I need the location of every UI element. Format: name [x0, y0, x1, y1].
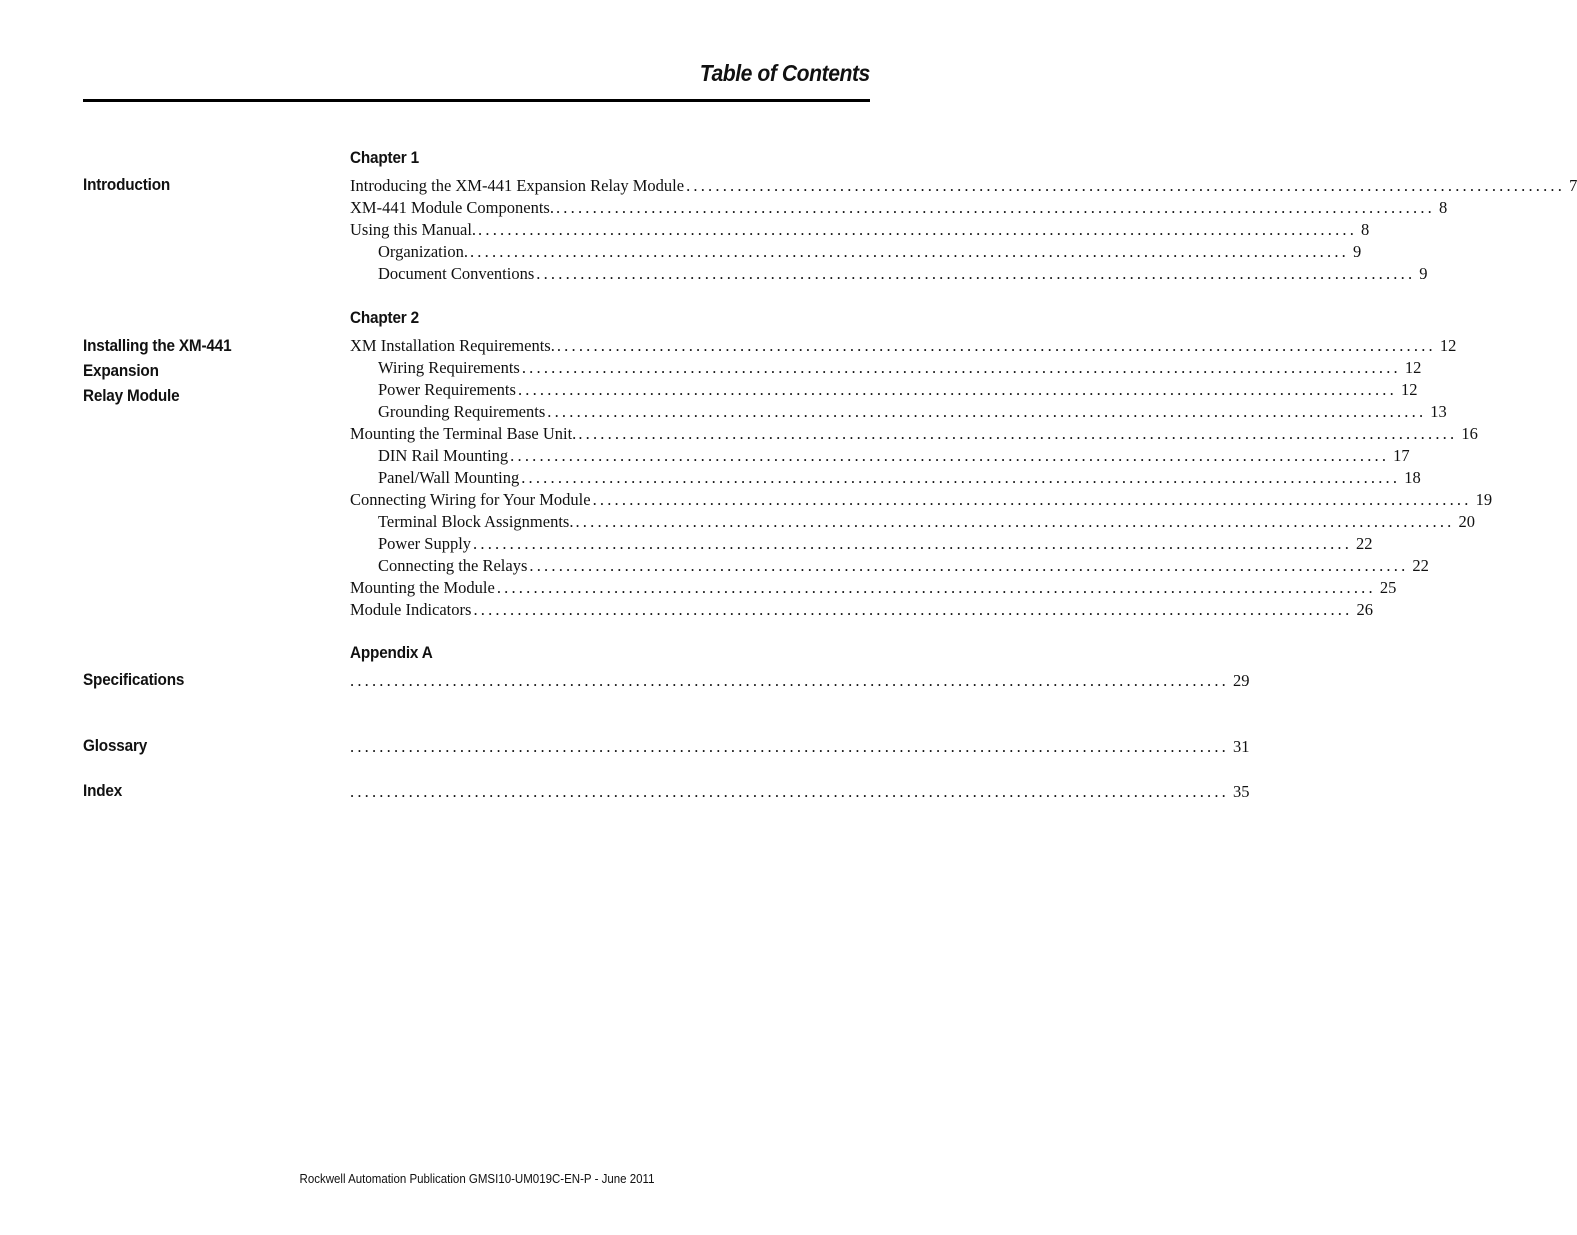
page-number: 18: [1404, 468, 1421, 487]
page-number: 29: [1233, 671, 1250, 690]
leader-dots: ........................................................................................................................: [521, 358, 1401, 377]
toc-entry[interactable]: [350, 467, 1421, 489]
page-number: 12: [1439, 336, 1457, 355]
leader-dots: ........................................................................................................................: [547, 402, 1427, 421]
chapter-2-heading-line1: Installing the XM-441 Expansion: [83, 336, 232, 380]
leader-dots: ........................................................................................................................: [575, 512, 1455, 531]
page-number: 12: [1404, 358, 1422, 377]
toc-entry[interactable]: [350, 511, 1475, 533]
toc-entry[interactable]: [350, 401, 1447, 423]
toc-entry[interactable]: [350, 489, 1493, 511]
footer-publication: Rockwell Automation Publication GMSI10-UM019C-EN-P - June 2011: [299, 1172, 655, 1186]
entry-title: Panel/Wall Mounting: [378, 468, 520, 487]
page-number: 13: [1430, 402, 1447, 421]
entry-title: Wiring Requirements: [378, 358, 520, 377]
page-number: 16: [1461, 424, 1478, 443]
entry-title: Document Conventions: [378, 264, 535, 283]
leader-dots: ........................................................................................................................: [350, 782, 1229, 801]
entry-title: Power Requirements: [378, 380, 516, 399]
chapter-2-label: Chapter 2: [350, 308, 419, 327]
page-number: 20: [1458, 512, 1475, 531]
entry-title: XM Installation Requirements.: [350, 336, 555, 355]
page-number: 35: [1233, 782, 1250, 801]
leader-dots: ........................................................................................................................: [469, 242, 1349, 261]
leader-dots: ........................................................................................................................: [510, 446, 1390, 465]
toc-entry-specifications[interactable]: [350, 670, 1250, 692]
leader-dots: ........................................................................................................................: [517, 380, 1397, 399]
leader-dots: ........................................................................................................................: [578, 424, 1458, 443]
entry-title: Mounting the Terminal Base Unit.: [350, 424, 577, 443]
toc-entry[interactable]: [350, 219, 1370, 241]
chapter-1-entries: [350, 175, 1577, 285]
toc-entry[interactable]: [350, 423, 1478, 445]
chapter-2-heading: [83, 333, 308, 408]
page-number: 31: [1233, 737, 1250, 756]
page-number: 12: [1400, 380, 1418, 399]
index-heading: Index: [83, 781, 123, 800]
toc-entry[interactable]: [350, 445, 1410, 467]
toc-entry[interactable]: [350, 379, 1418, 401]
toc-entry[interactable]: [350, 335, 1457, 357]
page-number: 25: [1379, 578, 1397, 597]
leader-dots: ........................................................................................................................: [592, 490, 1472, 509]
entry-title: Module Indicators: [350, 600, 472, 619]
page-number: 7: [1569, 176, 1577, 195]
appendix-a-entries: [350, 670, 1250, 692]
toc-entry[interactable]: [350, 555, 1429, 577]
toc-entry[interactable]: [350, 197, 1448, 219]
chapter-2-heading-line2: Relay Module: [83, 386, 180, 405]
leader-dots: ........................................................................................................................: [686, 176, 1566, 195]
toc-entry[interactable]: [350, 599, 1373, 621]
leader-dots: ........................................................................................................................: [350, 671, 1229, 690]
index-entries: [350, 781, 1250, 803]
toc-entry[interactable]: [350, 533, 1373, 555]
entry-title: Connecting Wiring for Your Module: [350, 490, 591, 509]
toc-entry-glossary[interactable]: [350, 736, 1250, 758]
entry-title: Connecting the Relays: [378, 556, 528, 575]
toc-entry[interactable]: [350, 577, 1397, 599]
chapter-1-label: Chapter 1: [350, 148, 419, 167]
page-number: 8: [1438, 198, 1448, 217]
page-number: 17: [1393, 446, 1410, 465]
toc-entry[interactable]: [350, 263, 1428, 285]
appendix-a-heading: Specifications: [83, 670, 185, 689]
chapter-2-entries: [350, 335, 1493, 621]
entry-title: Organization.: [378, 242, 468, 261]
entry-title: Grounding Requirements: [378, 402, 546, 421]
leader-dots: ........................................................................................................................: [529, 556, 1409, 575]
toc-entry[interactable]: [350, 175, 1577, 197]
entry-title: Using this Manual.: [350, 220, 477, 239]
header-rule: [83, 99, 870, 102]
leader-dots: ........................................................................................................................: [556, 336, 1436, 355]
entry-title: DIN Rail Mounting: [378, 446, 509, 465]
leader-dots: ........................................................................................................................: [521, 468, 1401, 487]
page-number: 8: [1361, 220, 1370, 239]
page-number: 9: [1352, 242, 1362, 261]
leader-dots: ........................................................................................................................: [478, 220, 1358, 239]
glossary-heading: Glossary: [83, 736, 148, 755]
entry-title: XM-441 Module Components.: [350, 198, 554, 217]
leader-dots: ........................................................................................................................: [555, 198, 1435, 217]
toc-entry[interactable]: [350, 241, 1362, 263]
page-number: 26: [1356, 600, 1373, 619]
page-number: 22: [1356, 534, 1373, 553]
leader-dots: ........................................................................................................................: [473, 534, 1353, 553]
appendix-a-label: Appendix A: [350, 643, 433, 662]
page-number: 19: [1475, 490, 1493, 509]
leader-dots: ........................................................................................................................: [350, 737, 1229, 756]
entry-title: Power Supply: [378, 534, 472, 553]
glossary-entries: [350, 736, 1250, 758]
leader-dots: ........................................................................................................................: [473, 600, 1353, 619]
page-number: 9: [1419, 264, 1428, 283]
entry-title: Introducing the XM-441 Expansion Relay Module: [350, 176, 685, 195]
leader-dots: ........................................................................................................................: [536, 264, 1416, 283]
chapter-1-heading: Introduction: [83, 175, 171, 194]
entry-title: Mounting the Module: [350, 578, 495, 597]
toc-entry[interactable]: [350, 357, 1422, 379]
toc-entry-index[interactable]: [350, 781, 1250, 803]
page-title: Table of Contents: [699, 60, 870, 86]
page-number: 22: [1412, 556, 1429, 575]
leader-dots: ........................................................................................................................: [496, 578, 1376, 597]
entry-title: Terminal Block Assignments.: [378, 512, 574, 531]
